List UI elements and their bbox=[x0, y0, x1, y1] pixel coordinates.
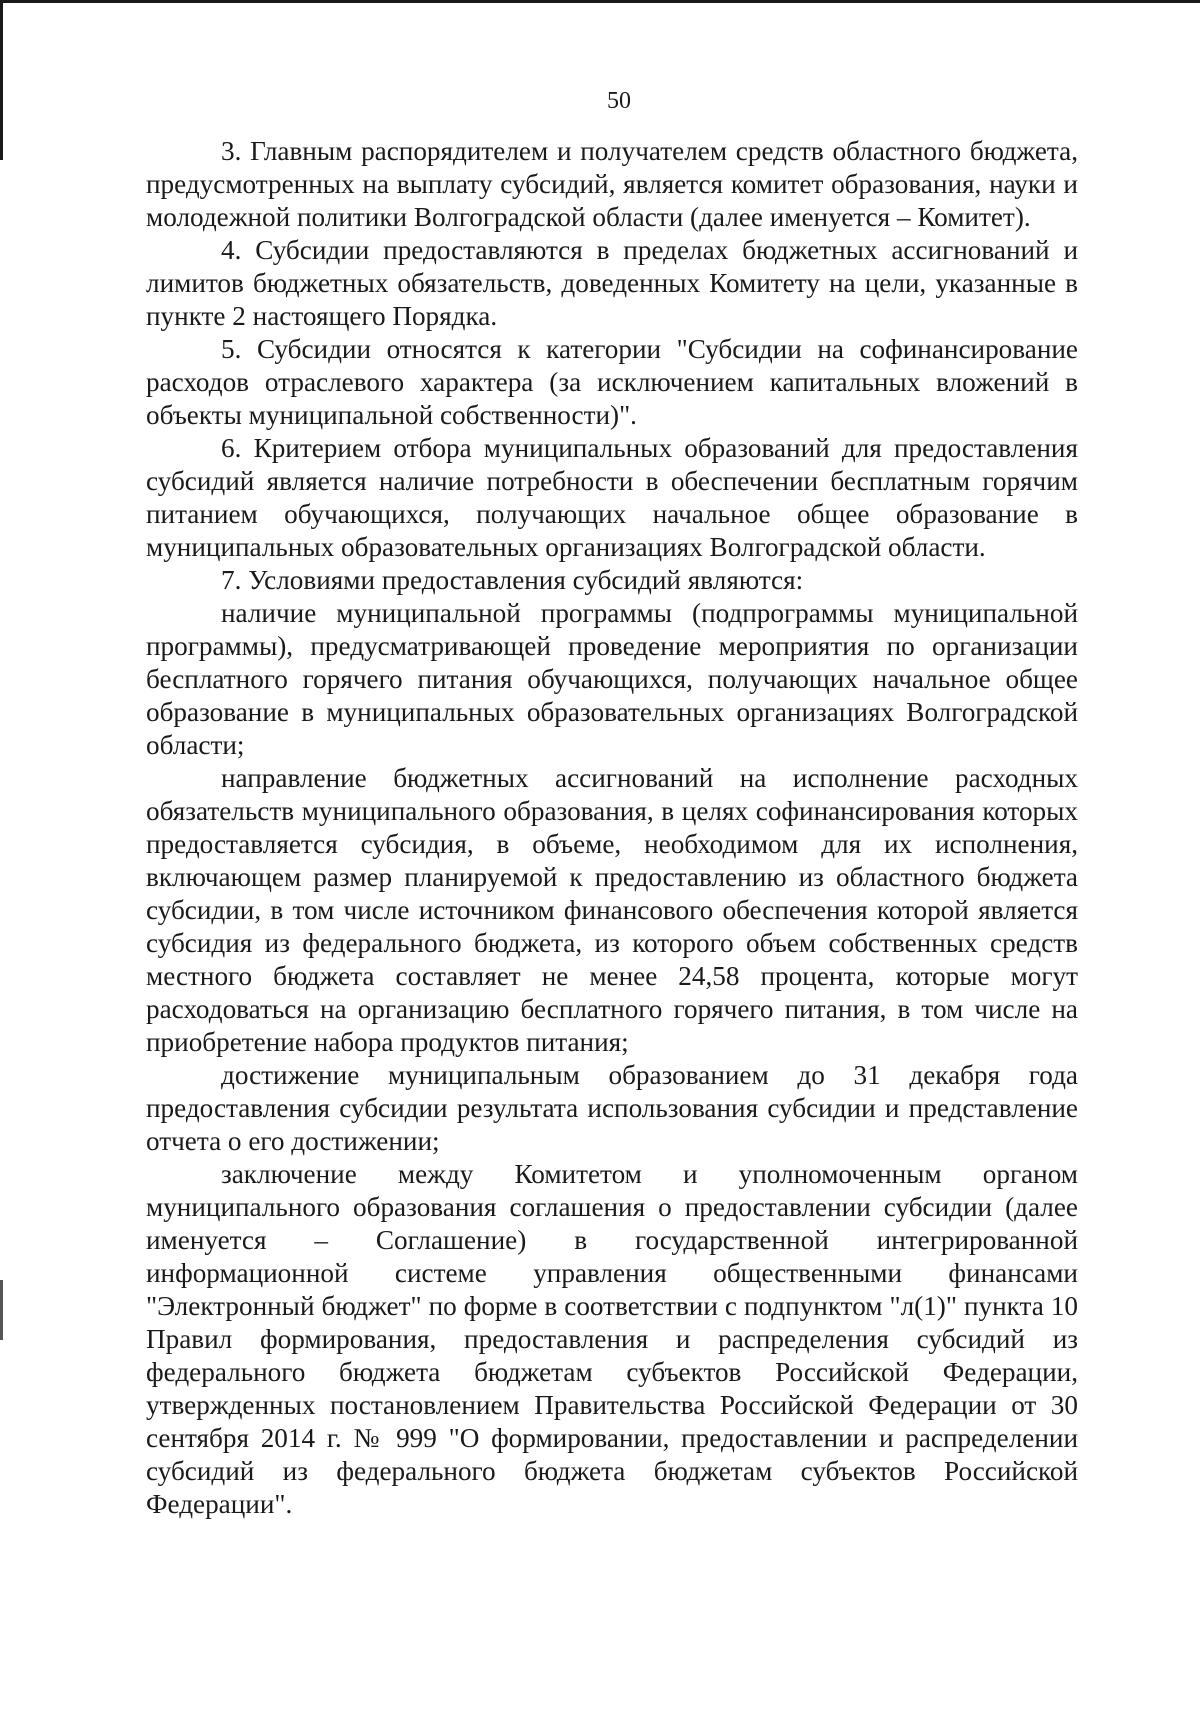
condition-agreement: заключение между Комитетом и уполномоченным органом муниципального образования соглашения о предоставлении субсидии (далее именуется – Соглашение) в государственной интегрированной информационной системе управления общественными финансами "Электронный бюджет" по форме в соответствии с подпунктом "л(1)" пункта 10 Правил формирования, предоставления и распределения субсидий из федерального бюджета бюджетам субъектов Российской Федерации, утвержденных постановлением Правительства Российской Федерации от 30 сентября 2014 г. № 999 "О формировании, предоставлении и распределении субсидий из федерального бюджета бюджетам субъектов Российской Федерации". bbox=[146, 1159, 1078, 1519]
scan-edge-top bbox=[0, 0, 1200, 3]
scan-edge-left bbox=[0, 0, 3, 160]
page-number: 50 bbox=[607, 88, 631, 114]
paragraph-3: 3. Главным распорядителем и получателем средств областного бюджета, предусмотренных на выплату субсидий, является комитет образования, науки и молодежной политики Волгоградской области (далее именуется – Комитет). bbox=[146, 136, 1078, 232]
paragraph-7: 7. Условиями предоставления субсидий являются: bbox=[221, 565, 804, 595]
condition-result: достижение муниципальным образованием до 31 декабря года предоставления субсидии результата использования субсидии и представление отчета о его достижении; bbox=[146, 1060, 1078, 1156]
paragraph-4: 4. Субсидии предоставляются в пределах бюджетных ассигнований и лимитов бюджетных обязательств, доведенных Комитету на цели, указанные в пункте 2 настоящего Порядка. bbox=[146, 235, 1078, 331]
scan-edge-left-lower bbox=[0, 1280, 3, 1340]
paragraph-5: 5. Субсидии относятся к категории "Субсидии на софинансирование расходов отраслевого характера (за исключением капитальных вложений в объекты муниципальной собственности)". bbox=[146, 334, 1078, 430]
condition-program: наличие муниципальной программы (подпрограммы муниципальной программы), предусматривающей проведение мероприятия по организации бесплатного горячего питания обучающихся, получающих начальное общее образование в муниципальных образовательных организациях Волгоградской области; bbox=[146, 598, 1078, 760]
document-body bbox=[146, 135, 1078, 1521]
paragraph-6: 6. Критерием отбора муниципальных образований для предоставления субсидий является наличие потребности в обеспечении бесплатным горячим питанием обучающихся, получающих начальное общее образование в муниципальных образовательных организациях Волгоградской области. bbox=[146, 433, 1078, 562]
condition-budget: направление бюджетных ассигнований на исполнение расходных обязательств муниципального образования, в целях софинансирования которых предоставляется субсидия, в объеме, необходимом для их исполнения, включающем размер планируемой к предоставлению из областного бюджета субсидии, в том числе источником финансового обеспечения которой является субсидия из федерального бюджета, из которого объем собственных средств местного бюджета составляет не менее 24,58 процента, которые могут расходоваться на организацию бесплатного горячего питания, в том числе на приобретение набора продуктов питания; bbox=[146, 763, 1078, 1057]
